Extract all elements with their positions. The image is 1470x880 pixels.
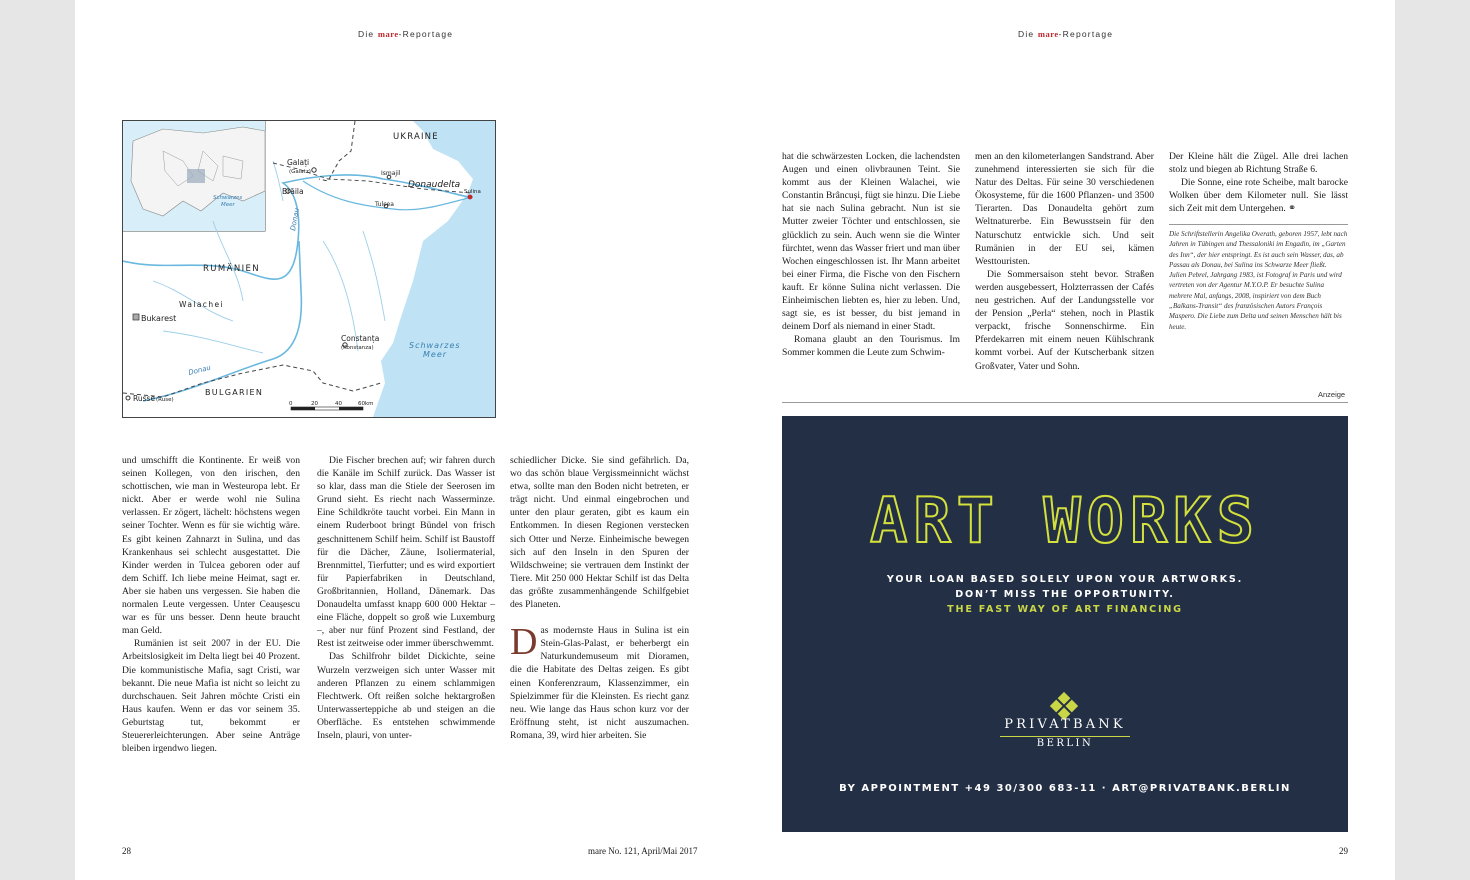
paragraph-dropcap-text: as modernste Haus in Sulina ist ein Stein-Glas-Palast, er beherbergt ein Naturkundemuseum mit Dioramen, die die Habitate des Deltas zeigen. Es gibt einen Konferenzraum, Klassenzimmer, ein Spielzimmer für die Kleinsten. Es riecht ganz neu. Wie lange das Haus schon kurz vor der Eröffnung steht, ist nicht auszumachen. Romana, 39, wird hier arbeiten. Sie — [510, 625, 689, 741]
running-head-die: Die — [358, 29, 375, 39]
map-label-bukarest: Bukarest — [141, 314, 177, 323]
paragraph: Die Sonne, eine rote Scheibe, malt barocke Wolken über dem Kilometer null. Sie lässt sich Zeit mit dem Untergehen. ⚭ — [1169, 177, 1348, 215]
drop-cap: D — [510, 621, 538, 664]
right-column-1 — [782, 150, 960, 360]
paragraph: schiedlicher Dicke. Sie sind gefährlich. Da, wo das schön blaue Vergissmeinnicht wächst etwa, sollte man den Boden nicht betreten, er trägt nicht. Und einmal eingebrochen und unter den plaur geraten, gibt es kaum ein Entkommen. In diesen Regionen verstecken sich Otter und Nerze. Einheimische bewegen sich auf den Inseln in den Spuren der Wildschweine; sie vertrauen dem Instinkt der Tiere. Mit 250 000 Hektar Schilf ist das Delta das größte zusammenhängende Schilfgebiet des Planeten. — [510, 455, 689, 611]
running-head-die: Die — [1018, 29, 1035, 39]
danube-delta-map — [122, 120, 496, 418]
caption-author: Die Schriftstellerin Angelika Overath, geboren 1957, lebt nach Jahren in Tübingen und Thessaloniki im Engadin, im „Garten des Inn“, der hier entspringt. Es ist auch sein Wasser, das, ab Passau als Donau, bei Sulina ins Schwarze Meer fließt. — [1169, 230, 1348, 269]
right-page — [735, 0, 1395, 880]
map-svg — [123, 121, 495, 417]
bank-divider — [1000, 736, 1130, 737]
map-label-donaudelta: Donaudelta — [408, 180, 461, 190]
map-label-tulcea: Tulcea — [375, 201, 394, 208]
map-label-galatz: (Galatz) — [289, 169, 311, 175]
map-label-ismail: Ismajil — [381, 170, 401, 177]
caption-photographer: Julien Pebrel, Jahrgang 1983, ist Fotograf in Paris und wird vertreten von der Agentur M.Y.O.P. Er besuchte Sulina mehrere Mal, anfangs, 2008, inspiriert von dem Buch „Balkans-Transit“ des französischen Autors François Maspero. Die Liebe zum Delta und seinen Menschen hält bis heute. — [1169, 271, 1342, 331]
mare-brand: mare — [1037, 29, 1059, 39]
ad-line-1: YOUR LOAN BASED SOLELY UPON YOUR ARTWORKS. — [886, 574, 1244, 585]
paragraph: Das Schilfrohr bildet Dickichte, seine Wurzeln verzweigen sich unter Wasser mit anderen Pflanzen zu einem schlammigen Flechtwerk. Oft reißen solche hektargroßen Unterwasserteppiche ab und steigen an die Oberfläche. Es entstehen schwimmende Inseln, plauri, von unter- — [317, 651, 495, 741]
paragraph: Rumänien ist seit 2007 in der EU. Die Arbeitslosigkeit im Delta liegt bei 40 Prozent. Die kommunistische Mafia, sagt Cristi, war bekannt. Die neue Mafia ist nicht so leicht zu durchschauen. Seit Jahren möchte Cristi ein Haus kaufen. Wenn er das vor seinem 35. Geburtstag tut, bekommt er Steuererleichterungen. Aber seine Anträge bleiben irgendwo liegen. — [122, 638, 300, 755]
caption-rule — [1169, 224, 1348, 225]
bank-name: PRIVATBANK — [1004, 717, 1126, 732]
paragraph: Der Kleine hält die Zügel. Alle drei lachen stolz und biegen ab Richtung Straße 6. — [1169, 151, 1348, 176]
map-scale-bar — [289, 401, 374, 410]
page-number-left: 28 — [122, 846, 131, 856]
ad-title: ART WORKS — [870, 484, 1260, 557]
paragraph: Romana glaubt an den Tourismus. Im Sommer kommen die Leute zum Schwim- — [782, 334, 960, 359]
map-label-konstanza: (Konstanza) — [341, 345, 374, 351]
author-caption — [1169, 229, 1348, 332]
page-number-right: 29 — [1339, 846, 1348, 856]
right-column-3 — [1169, 150, 1348, 215]
map-label-walachei: Walachei — [179, 300, 224, 309]
running-head-reportage: -Reportage — [398, 29, 454, 39]
map-label-donau-south: Donau — [187, 363, 212, 377]
running-head — [1018, 29, 1113, 39]
ad-line-2: DON’T MISS THE OPPORTUNITY. — [955, 589, 1175, 600]
map-label-rumaenien: RUMÄNIEN — [203, 264, 261, 274]
left-column-1 — [122, 454, 300, 755]
map-label-russe: Russe — [133, 394, 156, 403]
scale-60km: 60km — [358, 401, 374, 407]
scale-0: 0 — [289, 401, 293, 407]
advertisement-privatbank[interactable] — [782, 416, 1348, 832]
map-label-ruse: (Ruse) — [156, 397, 174, 403]
mare-brand: mare — [377, 29, 399, 39]
anzeige-label: Anzeige — [1318, 390, 1346, 399]
ad-separator-rule — [782, 402, 1348, 403]
running-head-reportage: -Reportage — [1058, 29, 1114, 39]
scale-20: 20 — [311, 401, 318, 407]
paragraph: und umschifft die Kontinente. Er weiß von seinen Kollegen, von den irischen, den schottischen, wie man in Westeuropa lebt. Er nickt. Aber er werde wohl nie Sulina verlassen. Er zögert, lächelt: höchstens wegen seiner Tochter. Wenn es für sie wichtig wäre. Es gibt keinen Zahnarzt in Sulina, und das Krankenhaus sei schlecht ausgestattet. Die Kinder werden in Tulcea geboren oder auf dem Schiff. Ich liebe meine Heimat, sagt er. Aber sie haben uns vergessen. Sie haben die normalen Leute vergessen. Unter Ceaușescu war es für uns besser. Denn heute braucht man Geld. — [122, 455, 300, 637]
inset-sea-label-2: Meer — [221, 202, 235, 208]
map-label-meer: Meer — [423, 350, 448, 359]
ad-contact[interactable]: BY APPOINTMENT +49 30/300 683-11 · ART@PRIVATBANK.BERLIN — [839, 783, 1291, 794]
map-label-schwarzes: Schwarzes — [409, 341, 461, 350]
map-label-bulgarien: BULGARIEN — [205, 388, 264, 397]
map-label-galati: Galați — [287, 158, 310, 167]
map-label-braila: Brăila — [282, 187, 304, 196]
left-column-2 — [317, 454, 495, 742]
map-label-ukraine: UKRAINE — [393, 132, 439, 142]
map-label-donau-vertical: Donau — [289, 207, 301, 232]
paragraph: Die Fischer brechen auf; wir fahren durch die Kanäle im Schilf zurück. Das Wasser ist so klar, dass man die Stiele der Seerosen im Grund sieht. Es riecht nach Wasserminze. Eine Schildkröte taucht vorbei. Ein Mann in einem Ruderboot bringt Bündel von frisch geschnittenem Schilf heim. Schilf ist Baustoff für die Dächer, Zäune, Isoliermaterial, Brennmittel, Tierfutter; und es wird exportiert für Papierfabriken in Deutschland, Großbritannien, Holland, Dänemark. Das Donaudelta umfasst knapp 600 000 Hektar – eine Fläche, doppelt so groß wie Luxemburg –, aber nur fünf Prozent sind Festland, der Rest ist zeitweise oder immer überschwemmt. — [317, 455, 495, 650]
running-head — [358, 29, 453, 39]
left-column-3 — [510, 454, 689, 742]
right-column-2 — [975, 150, 1154, 373]
paragraph: men an den kilometerlangen Sandstrand. Aber zunehmend interessierten sie sich für die Natur des Deltas. Für seine 30 verschiedenen Ökosysteme, für die 1600 Pflanzen- und 3500 Tierarten. Das Donaudelta gehört zum Weltnaturerbe. Ein Bewusstsein für den Naturschutz entwickle sich. Und seit Rumänien in der EU sei, kämen Westtouristen. — [975, 151, 1154, 267]
magazine-spread — [75, 0, 1395, 880]
map-label-sulina: Sulina — [464, 189, 481, 195]
bank-city: BERLIN — [1036, 738, 1094, 749]
paragraph: Die Sommersaison steht bevor. Straßen werden ausgebessert, Holzterrassen der Cafés neu gestrichen. Auf der Landungsstelle vor der Pension „Perla“ stehen, noch in Plastik verpackt, frische Sonnenschirme. Ein Pferdekarren mit einem neuen Kühlschrank kommt vorbei. Auf der Kutscherbank sitzen Großvater, Vater und Sohn. — [975, 268, 1154, 372]
ad-line-3: THE FAST WAY OF ART FINANCING — [947, 604, 1183, 615]
left-page — [75, 0, 735, 880]
scale-40: 40 — [335, 401, 342, 407]
paragraph: hat die schwärzesten Locken, die lachendsten Augen und einen olivbraunen Teint. Sie kommt aus der Kleinen Walachei, wie Constantin Brâncuși, fügt sie hinzu. Die Liebe hat sie nach Sulina gebracht. Nun ist sie Mutter zweier Töchter und entschlossen, sie glücklich zu sein. Auch wenn sie die Winter fürchtet, wenn das Wasser friert und man über Wochen eingeschlossen ist. Ihr Mann arbeitet bei einer Firma, die Fische von den Fischern kauft. Er könne Sulina nicht verlassen. Die Einheimischen liebten es, hier zu leben. Und, sagt sie, es ist besser, du bist jemand in deinem Dorf als niemand in einer Stadt. — [782, 151, 960, 333]
magazine-issue-footer: mare No. 121, April/Mai 2017 — [588, 846, 698, 856]
inset-sea-label-1: Schwarzes — [213, 195, 243, 201]
map-label-constanta: Constanța — [341, 334, 380, 343]
